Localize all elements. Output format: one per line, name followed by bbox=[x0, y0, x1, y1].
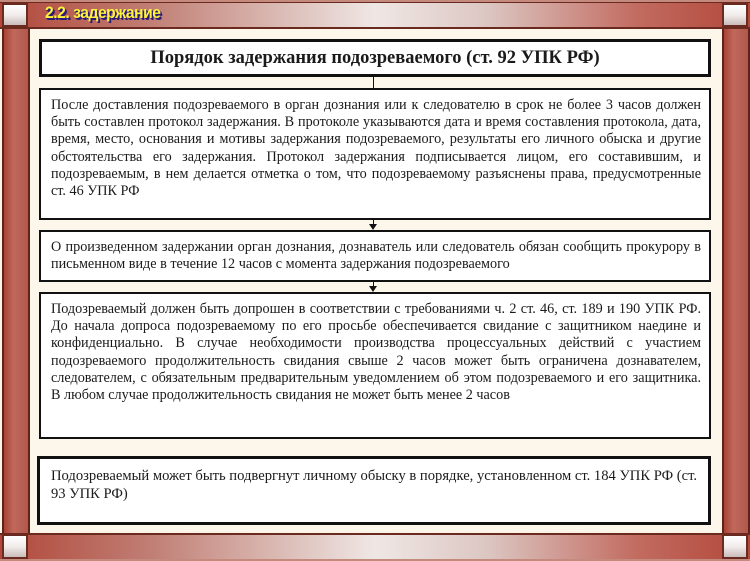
step-text: После доставления подозреваемого в орган дознания или к следователю в срок не более 3 часов должен быть составлен протокол задержания. В протоколе указываются дата и время составления протокола, дата, время, место, основания и мотивы задержания подозреваемого, результаты его личного обыска и другие обстоятельства его задержания. Протокол задержания подписывается лицом, его составившим, и подозреваемым, в нем делается отметка о том, что подозреваемому разъяснены права, предусмотренные ст. 46 УПК РФ bbox=[51, 97, 701, 200]
corner-ornament-bottom-right bbox=[722, 534, 748, 559]
note-box-personal-search bbox=[37, 456, 711, 525]
step-text: Подозреваемый должен быть допрошен в соответствии с требованиями ч. 2 ст. 46, ст. 189 и 190 УПК РФ. До начала допроса подозреваемому по его просьбе обеспечивается свидание с защитником наедине и конфиденциально. В случае необходимости производства процессуальных действий с участием подозреваемого продолжительность свидания свыше 2 часов может быть ограничена дознавателем, следователем, с обязательным предварительным уведомлением об этом подозреваемого и его защитника. В любом случае продолжительность свидания не может быть менее 2 часов bbox=[51, 301, 701, 404]
step-box-interrogation bbox=[39, 292, 711, 439]
bottom-frame-bar bbox=[0, 533, 750, 561]
left-frame-bar bbox=[2, 29, 30, 533]
note-text: Подозреваемый может быть подвергнут личному обыску в порядке, установленном ст. 184 УПК РФ (ст. 93 УПК РФ) bbox=[51, 468, 698, 502]
step-box-protocol bbox=[39, 88, 711, 220]
diagram-heading-text: Порядок задержания подозреваемого (ст. 92 УПК РФ) bbox=[150, 47, 600, 68]
corner-ornament-bottom-left bbox=[2, 534, 28, 559]
slide-content bbox=[30, 29, 720, 531]
section-title: 2.2. задержание bbox=[45, 3, 161, 22]
right-frame-bar bbox=[722, 29, 750, 533]
step-box-prosecutor-notice bbox=[39, 230, 711, 282]
corner-ornament-top-left bbox=[2, 3, 28, 27]
connector-line bbox=[373, 77, 374, 88]
corner-ornament-top-right bbox=[722, 3, 748, 27]
diagram-heading bbox=[39, 39, 711, 77]
step-text: О произведенном задержании орган дознания, дознаватель или следователь обязан сообщить прокурору в письменном виде в течение 12 часов с момента задержания подозреваемого bbox=[51, 239, 701, 273]
